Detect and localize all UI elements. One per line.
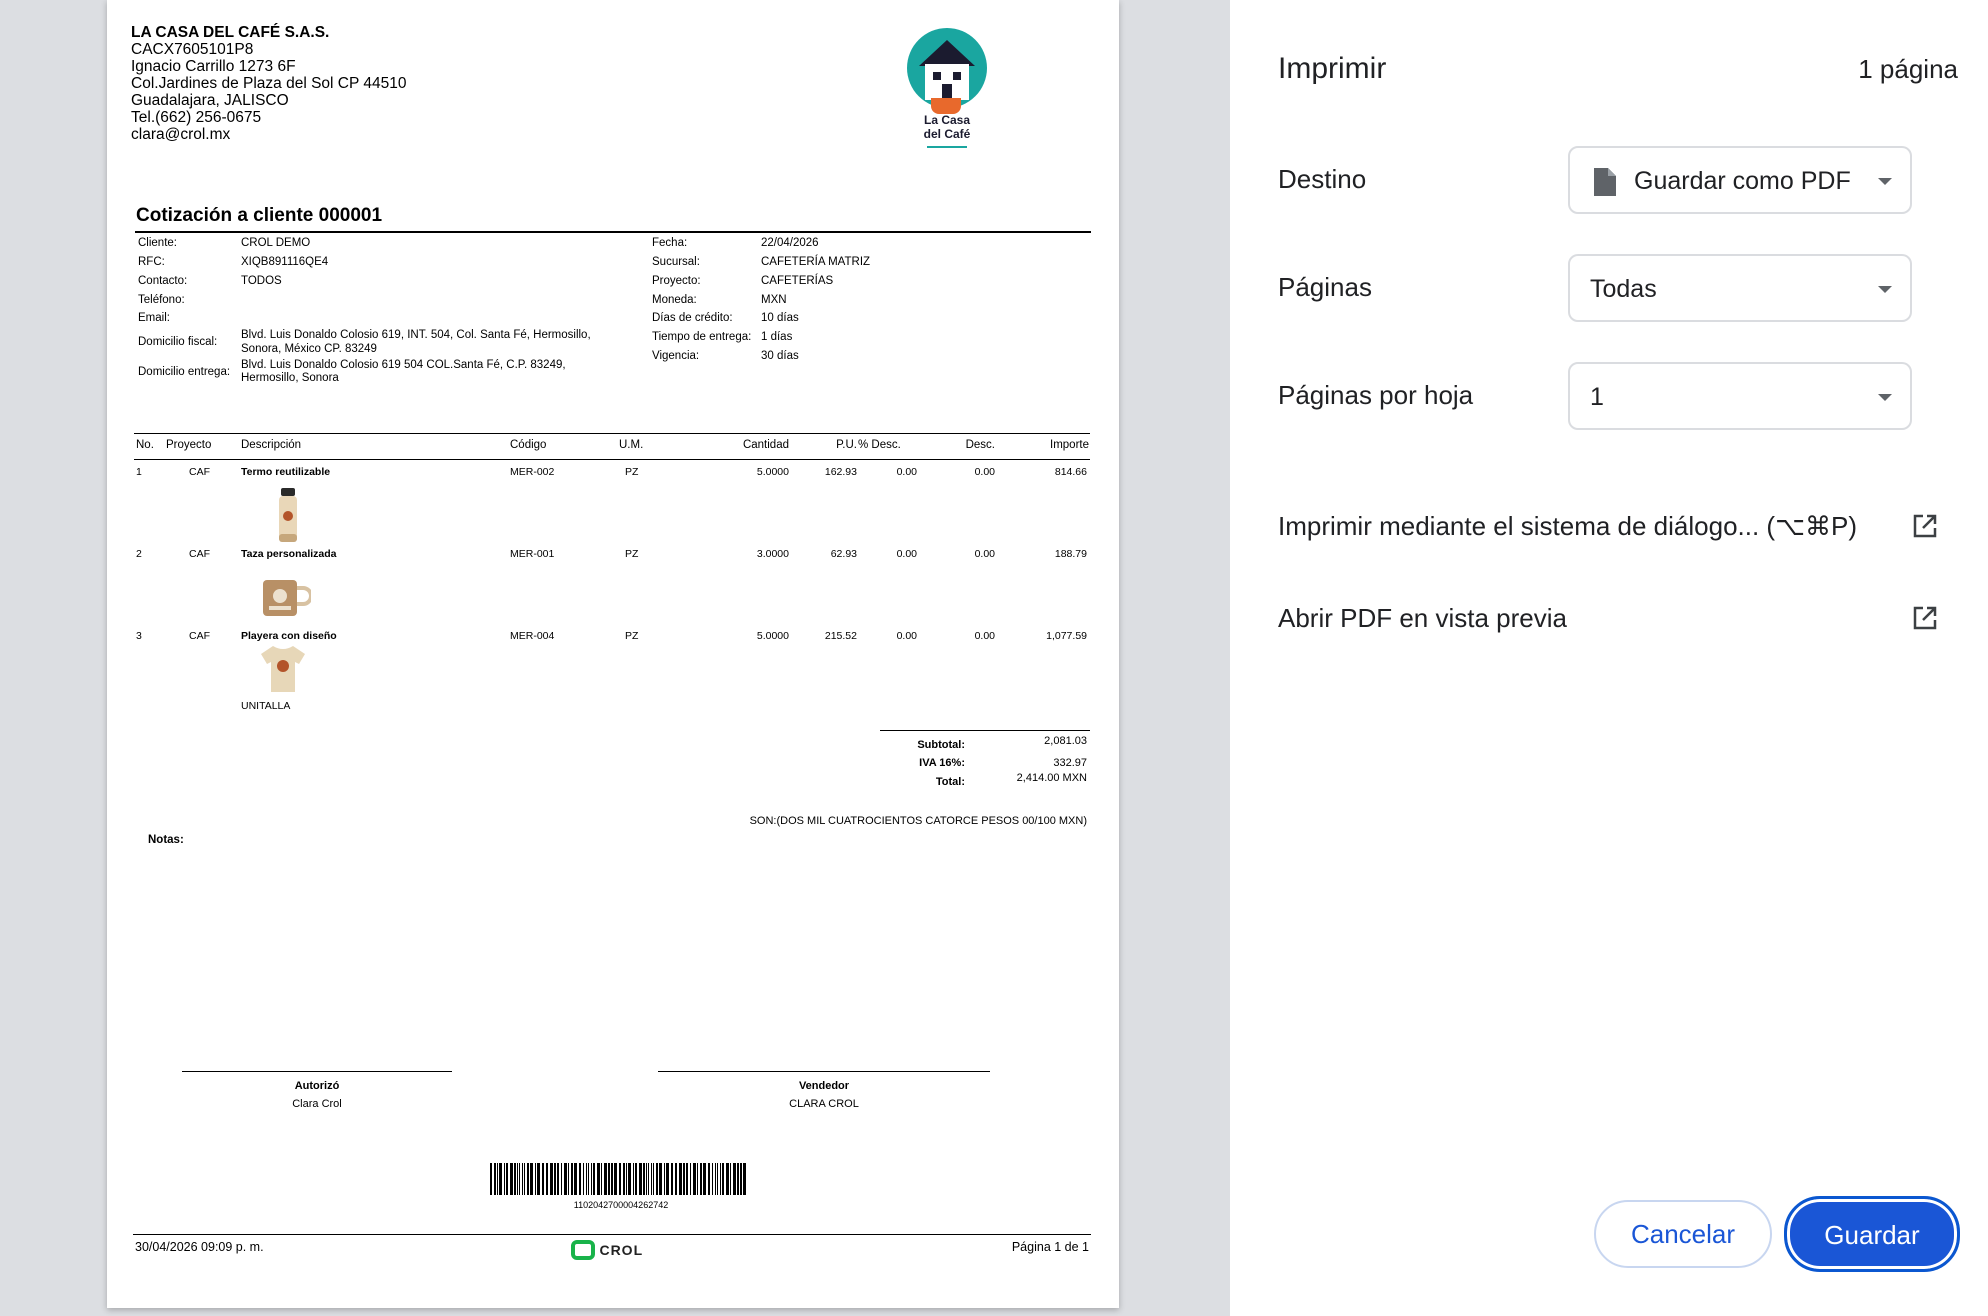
totals-rule [880,730,1090,731]
barcode-bar [550,1163,553,1195]
cell-unit-price: 162.93 [824,466,857,478]
cell-code: MER-004 [510,630,555,642]
seller-name: CLARA CROL [789,1098,859,1110]
cell-amount: 814.66 [1054,466,1087,478]
barcode-bar [530,1163,533,1195]
footer-rule [133,1234,1091,1235]
barcode-bar [527,1163,529,1195]
barcode-bar [568,1163,569,1195]
barcode-bar [703,1163,706,1195]
cell-quantity: 5.0000 [756,466,789,478]
barcode-bar [679,1163,682,1195]
subtotal-value: 2,081.03 [1044,735,1087,747]
barcode-bar [651,1163,652,1195]
col-header-amount: Importe [1050,439,1089,451]
cell-project: CAF [189,548,210,560]
barcode-bar [497,1163,498,1195]
destination-value: Guardar como PDF [1634,167,1851,195]
total-value: 2,414.00 MXN [1016,772,1087,784]
cell-discount-pct: 0.00 [896,466,917,478]
barcode-bar [717,1163,718,1195]
fiscal-address-label: Domicilio fiscal: [138,336,218,348]
barcode-bar [586,1163,587,1195]
quote-title: Cotización a cliente 000001 [136,205,383,226]
barcode-bar [537,1163,540,1195]
cell-code: MER-002 [510,466,555,478]
cell-discount-pct: 0.00 [896,630,917,642]
barcode-bar [593,1163,595,1195]
currency-value: MXN [761,294,787,306]
barcode-bar [693,1163,696,1195]
cell-discount-pct: 0.00 [896,548,917,560]
rfc-value: XIQB891116QE4 [241,256,329,268]
cell-unit-price: 215.52 [824,630,857,642]
cell-no: 1 [136,466,142,478]
table-top-rule [134,433,1090,434]
mug-image [259,576,311,620]
barcode-bar [608,1163,610,1195]
barcode-bar [740,1163,742,1195]
branch-label: Sucursal: [652,256,700,268]
iva-value: 332.97 [1053,757,1087,769]
barcode-bar [601,1163,602,1195]
seller-signature-line [658,1071,990,1072]
cell-no: 3 [136,630,142,642]
pages-per-sheet-value: 1 [1590,383,1604,411]
barcode-bar [611,1163,613,1195]
crol-logo-text: CROL [599,1242,644,1258]
barcode-bar [499,1163,502,1195]
iva-label: IVA 16%: [919,757,965,769]
client-label: Cliente: [138,237,177,249]
cell-description: Termo reutilizable [241,466,331,478]
logo-line-1: La Casa [923,113,971,127]
crol-logo [571,1240,643,1262]
barcode-bar [561,1163,562,1195]
delivery-address-value: Blvd. Luis Donaldo Colosio 619 504 COL.Santa Fé, C.P. 83249, [241,359,566,371]
company-phone: Tel.(662) 256-0675 [131,109,262,126]
email-label: Email: [138,312,170,324]
amount-in-words: SON:(DOS MIL CUATROCIENTOS CATORCE PESOS 00/100 MXN) [749,815,1087,827]
company-rfc: CACX7605101P8 [131,41,254,58]
chevron-down-icon [1878,178,1892,185]
cell-project: CAF [189,466,210,478]
barcode-bar [671,1163,673,1195]
barcode-bar [557,1163,559,1195]
notes-label: Notas: [148,834,184,846]
print-panel [1230,0,1988,1316]
barcode-bar [733,1163,736,1195]
crol-logo-icon [571,1240,595,1260]
footer-page: Página 1 de 1 [1011,1240,1089,1254]
barcode-bar [730,1163,731,1195]
footer-datetime: 30/04/2026 09:09 p. m. [135,1240,264,1254]
company-city: Guadalajara, JALISCO [131,92,289,109]
barcode-bar [646,1163,647,1195]
barcode-bar [524,1163,525,1195]
col-header-discount-pct: % Desc. [858,439,901,451]
cell-description: Playera con diseño [241,630,337,642]
delivery-address-value-2: Hermosillo, Sonora [241,372,339,384]
pages-per-sheet-label: Páginas por hoja [1278,380,1474,410]
col-header-code: Código [510,439,547,451]
system-dialog-link[interactable]: Imprimir mediante el sistema de diálogo... (⌥⌘P) [1278,511,1858,541]
barcode-bar [554,1163,556,1195]
credit-days-value: 10 días [761,312,799,324]
phone-label: Teléfono: [138,294,185,306]
col-header-discount: Desc. [965,439,995,451]
barcode-bar [514,1163,516,1195]
barcode-bar [715,1163,716,1195]
file-icon [1592,166,1618,198]
barcode-bar [583,1163,584,1195]
pages-label: Páginas [1278,272,1372,302]
cell-amount: 188.79 [1054,548,1087,560]
barcode-bar [675,1163,677,1195]
contact-label: Contacto: [138,275,188,287]
cell-project: CAF [189,630,210,642]
barcode-bar [639,1163,642,1195]
branch-value: CAFETERÍA MATRIZ [761,256,871,268]
barcode-bar [628,1163,631,1195]
document-page [107,0,1119,1308]
authorized-signature-line [182,1071,452,1072]
rfc-label: RFC: [138,256,165,268]
barcode-bar [653,1163,654,1195]
col-header-unit-price: P.U. [836,439,857,451]
fiscal-address-value: Blvd. Luis Donaldo Colosio 619, INT. 504, Col. Santa Fé, Hermosillo, [241,329,591,341]
title-divider [135,231,1091,233]
cell-amount: 1,077.59 [1046,630,1087,642]
barcode-bar [743,1163,746,1195]
cell-um: PZ [625,466,639,478]
date-value: 22/04/2026 [761,237,819,249]
logo-line-2: del Café [923,127,971,141]
destination-select[interactable] [1568,146,1912,214]
barcode-bar [690,1163,691,1195]
table-header-rule [134,459,1090,460]
barcode-bar [659,1163,662,1195]
barcode-bar [494,1163,496,1195]
barcode-bar [648,1163,649,1195]
validity-value: 30 días [761,350,799,362]
open-pdf-preview-link[interactable]: Abrir PDF en vista previa [1278,603,1567,633]
barcode-bar [737,1163,739,1195]
barcode-bar [643,1163,645,1195]
barcode-bar [656,1163,658,1195]
client-value: CROL DEMO [241,237,311,249]
barcode-bar [726,1163,729,1195]
barcode-bar [579,1163,581,1195]
barcode-bar [519,1163,520,1195]
project-value: CAFETERÍAS [761,275,834,287]
barcode-bar [686,1163,688,1195]
thermos-image [273,486,303,544]
fiscal-address-value-2: Sonora, México CP. 83249 [241,343,377,355]
col-header-project: Proyecto [166,439,212,451]
barcode-bar [664,1163,665,1195]
currency-label: Moneda: [652,294,697,306]
barcode-bar [522,1163,523,1195]
date-label: Fecha: [652,237,688,249]
barcode-bar [574,1163,577,1195]
cell-no: 2 [136,548,142,560]
authorized-label: Autorizó [294,1080,340,1092]
barcode-bar [604,1163,607,1195]
delivery-time-label: Tiempo de entrega: [652,331,752,343]
cell-discount: 0.00 [974,630,995,642]
barcode-bar [588,1163,589,1195]
barcode-bar [510,1163,513,1195]
chevron-down-icon [1878,286,1892,293]
barcode-bar [666,1163,669,1195]
barcode-bar [506,1163,508,1195]
barcode-bar [542,1163,544,1195]
company-info [131,24,406,143]
col-header-um: U.M. [619,439,644,451]
pages-select[interactable] [1568,254,1912,322]
barcode-bar [722,1163,724,1195]
barcode-bar [697,1163,698,1195]
company-email: clara@crol.mx [131,126,231,143]
barcode-bar [619,1163,621,1195]
cell-discount: 0.00 [974,466,995,478]
cell-note: UNITALLA [241,700,291,712]
col-header-no: No. [136,439,154,451]
delivery-time-value: 1 días [761,331,793,343]
barcode-bar [546,1163,548,1195]
barcode-bar [591,1163,592,1195]
barcode-bar [626,1163,627,1195]
company-address-1: Ignacio Carrillo 1273 6F [131,58,296,75]
barcode-bar [504,1163,505,1195]
company-logo [897,28,997,158]
barcode-bar [517,1163,518,1195]
seller-label: Vendedor [798,1080,850,1092]
contact-value: TODOS [241,275,282,287]
save-button[interactable]: Guardar [1784,1196,1960,1272]
cell-quantity: 3.0000 [756,548,789,560]
delivery-address-label: Domicilio entrega: [138,366,231,378]
open-external-icon[interactable] [1911,604,1939,632]
subtotal-label: Subtotal: [917,739,965,751]
cancel-button[interactable]: Cancelar [1594,1200,1772,1268]
barcode-bar [635,1163,637,1195]
destination-label: Destino [1278,164,1367,194]
barcode-image [490,1163,752,1195]
barcode-number: 1102042700004262742 [573,1200,669,1210]
company-name: LA CASA DEL CAFÉ S.A.S. [131,24,330,41]
barcode-bar [683,1163,685,1195]
barcode-bar [623,1163,625,1195]
cell-discount: 0.00 [974,548,995,560]
cell-um: PZ [625,630,639,642]
barcode-bar [708,1163,710,1195]
pages-per-sheet-select[interactable] [1568,362,1912,430]
cell-code: MER-001 [510,548,555,560]
tshirt-image [257,644,309,694]
total-label: Total: [935,776,965,788]
validity-label: Vigencia: [652,350,700,362]
barcode-bar [720,1163,721,1195]
pages-value: Todas [1590,275,1657,303]
page-count: 1 página [1858,54,1958,84]
company-address-2: Col.Jardines de Plaza del Sol CP 44510 [131,75,407,92]
barcode-bar [614,1163,617,1195]
credit-days-label: Días de crédito: [652,312,733,324]
print-title: Imprimir [1278,52,1387,85]
cell-description: Taza personalizada [241,548,337,560]
authorized-name: Clara Crol [292,1098,342,1110]
barcode-bar [700,1163,702,1195]
col-header-description: Descripción [241,439,302,451]
barcode-bar [490,1163,492,1195]
barcode-bar [712,1163,713,1195]
chevron-down-icon [1878,394,1892,401]
cell-quantity: 5.0000 [756,630,789,642]
barcode-bar [597,1163,600,1195]
cell-unit-price: 62.93 [830,548,857,560]
barcode-bar [564,1163,567,1195]
col-header-quantity: Cantidad [742,439,789,451]
barcode-bar [535,1163,536,1195]
barcode-bar [633,1163,634,1195]
cell-um: PZ [625,548,639,560]
barcode-bar [571,1163,573,1195]
open-external-icon[interactable] [1911,512,1939,540]
project-label: Proyecto: [652,275,701,287]
